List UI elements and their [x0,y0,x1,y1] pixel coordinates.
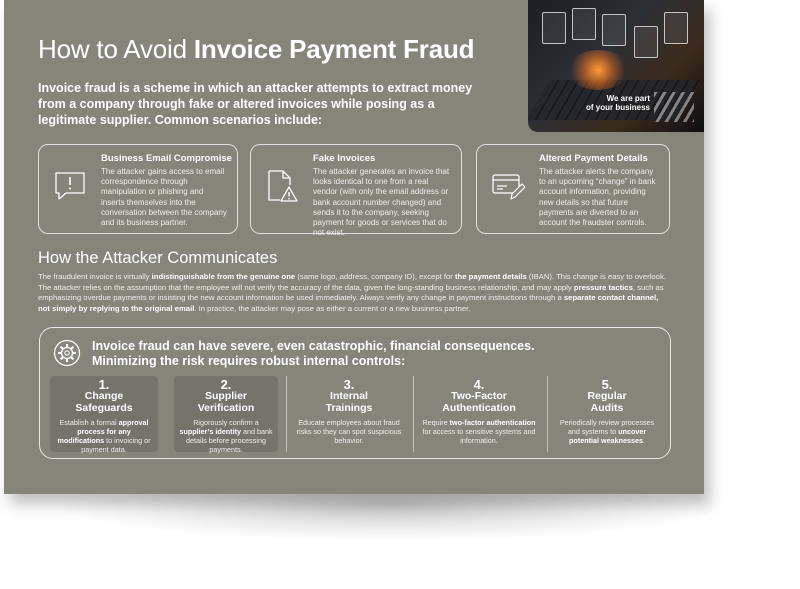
controls-heading-line2: Minimizing the risk requires robust internal controls: [92,354,406,368]
hero-tagline-line2: of your business [585,103,650,112]
scenario-card-fake-invoices [250,144,462,238]
para-text: The fraudulent invoice is virtually [38,272,152,281]
control-number: 5. [601,377,613,392]
control-desc-emphasis: two-factor authentication [449,418,536,427]
hero-tagline-line1: We are part [606,94,650,103]
scenario-title: Fake Invoices [313,153,376,164]
control-name: Two-Factor [451,390,507,402]
edit-card-icon [491,169,525,203]
control-number: 4. [473,377,485,392]
divider [413,376,414,452]
control-desc-text: . [642,436,645,445]
scenario-card-business-email [38,144,238,234]
control-name: Regular [587,390,627,402]
para-text: (IBAN). This change is easy to overlook. The attacker relies on the assumption that the employee will not verify the accuracy of the data, given the long-standing business relationship, and may apply [38,272,666,292]
control-name: Safeguards [75,401,133,414]
floating-invoice [634,26,658,58]
gear-icon [53,339,81,367]
control-description [417,418,541,445]
floating-invoice [664,12,688,44]
control-name: Change [84,390,124,402]
controls-panel [39,327,671,459]
title-regular: How to Avoid [38,34,194,64]
para-text: . In practice, the attacker may pose as either a current or a new business partner. [194,303,471,313]
scenario-title: Altered Payment Details [539,153,648,164]
control-desc-text: Establish a formal [59,418,119,427]
control-number: 2. [220,377,232,392]
para-emphasis: pressure tactics [573,282,633,292]
control-desc-text: Rigorously confirm a [193,418,259,427]
control-item [290,376,408,452]
control-desc-emphasis: approval process for any modifications [57,418,149,445]
control-desc-text: and bank details before processing payments. [186,427,273,454]
alert-message-icon [53,169,87,203]
title-bold: Invoice Payment Fraud [193,34,475,64]
divider [286,376,287,452]
document-warning-icon [265,169,299,203]
control-item [174,376,278,452]
communicates-paragraph [38,272,672,314]
control-number: 3. [343,377,355,392]
control-name: Supplier [204,390,247,402]
control-item [417,376,541,452]
control-item [551,376,663,452]
control-name: Authentication [442,401,516,414]
control-description [290,418,408,445]
para-emphasis: the payment details [455,272,527,281]
control-desc-emphasis: uncover potential weaknesses [569,427,647,445]
control-name: Internal [330,390,368,402]
scenario-text: The attacker alerts the company to an upcoming “change” in bank account information, providing new details so that future payments are diverted to an account the fraudster controls. [539,167,656,228]
glow-graphic [568,50,628,90]
control-desc-text: Educate employees about fraud risks so they can spot suspicious behavior. [296,418,402,445]
intro-text: Invoice fraud is a scheme in which an attacker attempts to extract money from a company through fake or altered invoices while posing as a legitimate supplier. Common scenarios include: [38,81,473,127]
control-description [174,418,278,454]
controls-heading-line1: Invoice fraud can have severe, even catastrophic, financial consequences. [92,339,535,353]
control-name: Verification [197,401,255,414]
control-desc-text: Require [422,418,450,427]
hero-tagline [586,94,650,112]
document-page [4,0,704,494]
scenario-text: The attacker gains access to email correspondence through manipulation or phishing and inserts themselves into the conversation between the company and its business partner. [101,167,227,228]
control-desc-text: for access to sensitive systems and information. [422,427,536,445]
para-text: (same logo, address, company ID), except for [295,272,455,281]
control-desc-emphasis: supplier’s identity [179,427,241,436]
divider [547,376,548,452]
section-heading: How the Attacker Communicates [38,249,278,267]
control-description [50,418,158,454]
para-emphasis: separate contact channel, not simply by replying to the original email [38,293,659,313]
control-name: Trainings [325,401,373,414]
hero-image [528,0,704,132]
floating-invoice [602,14,626,46]
control-item [50,376,158,452]
control-desc-text: to invoicing or payment data. [81,436,151,454]
floating-invoice [572,8,596,40]
para-emphasis: indistinguishable from the genuine one [151,272,296,281]
para-text: , such as emphasizing overdue payments or insisting the new account information be used immediately. Always verify any change in payment instructions through a [38,282,664,303]
control-name: Audits [590,401,624,414]
page-title [38,34,474,65]
control-number: 1. [98,377,110,392]
floating-invoice [542,12,566,44]
control-description [551,418,663,445]
scenario-card-altered-payment [476,144,670,234]
scenario-title: Business Email Compromise [101,153,232,164]
scenario-text: The attacker generates an invoice that looks identical to one from a real vendor (with only the email address or bank account number changed) and sends it to the company, seeking payment for goods or services that do not exist. [313,167,450,238]
brand-stripes [654,92,694,122]
control-desc-text: Periodically review processes and systems to [559,418,655,436]
controls-heading [92,339,562,369]
